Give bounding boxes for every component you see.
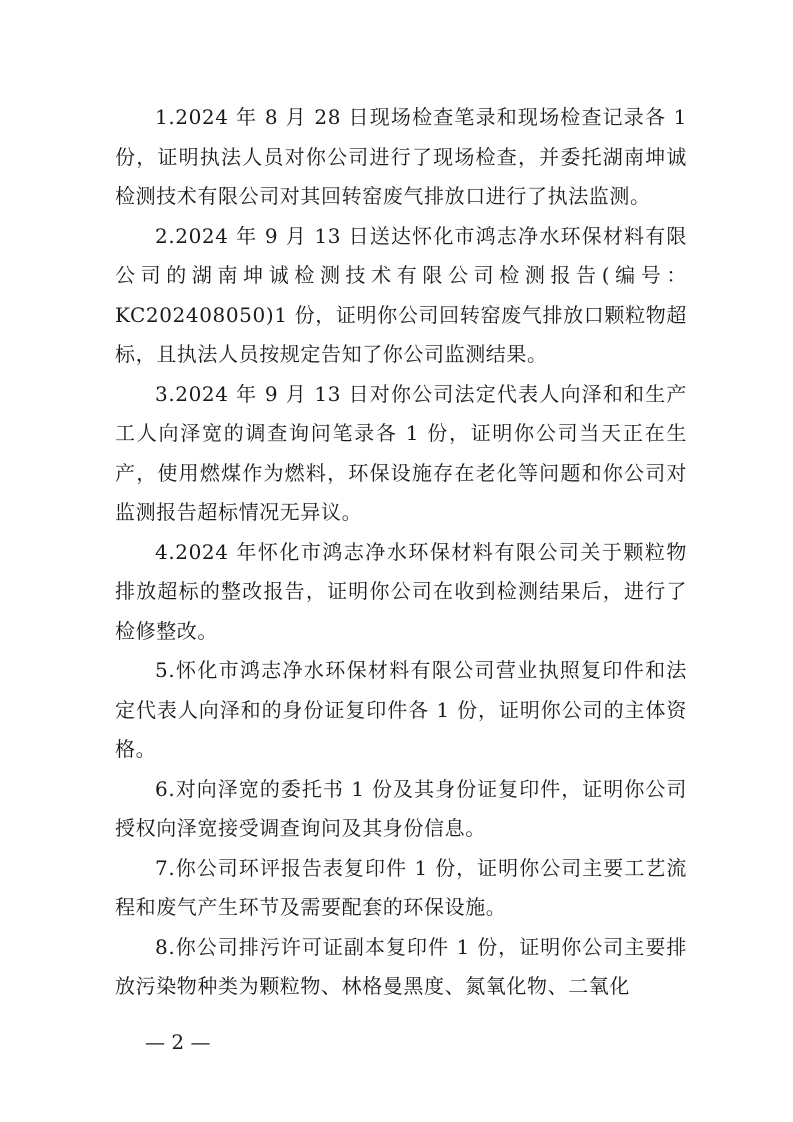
- evidence-item-3: 3.2024 年 9 月 13 日对你公司法定代表人向泽和和生产工人向泽宽的调查询问笔录各 1 份，证明你公司当天正在生产，使用燃煤作为燃料，环保设施存在老化等问题和你公司对监测报告超标情况无异议。: [115, 381, 687, 524]
- evidence-item-1: 1.2024 年 8 月 28 日现场检查笔录和现场检查记录各 1 份，证明执法人员对你公司进行了现场检查，并委托湖南坤诚检测技术有限公司对其回转窑废气排放口进行了执法监测。: [115, 105, 687, 208]
- page-number: — 2 —: [145, 1030, 211, 1054]
- evidence-item-2: 2.2024 年 9 月 13 日送达怀化市鸿志净水环保材料有限公司的湖南坤诚检测技术有限公司检测报告(编号：KC202408050)1 份，证明你公司回转窑废气排放口颗粒物超标，且执法人员按规定告知了你公司监测结果。: [115, 223, 687, 366]
- evidence-item-6: 6.对向泽宽的委托书 1 份及其身份证复印件，证明你公司授权向泽宽接受调查询问及其身份信息。: [115, 776, 687, 840]
- document-body: [115, 98, 687, 1007]
- evidence-item-5: 5.怀化市鸿志净水环保材料有限公司营业执照复印件和法定代表人向泽和的身份证复印件各 1 份，证明你公司的主体资格。: [115, 658, 687, 761]
- evidence-item-4: 4.2024 年怀化市鸿志净水环保材料有限公司关于颗粒物排放超标的整改报告，证明你公司在收到检测结果后，进行了检修整改。: [115, 539, 687, 643]
- evidence-item-7: 7.你公司环评报告表复印件 1 份，证明你公司主要工艺流程和废气产生环节及需要配套的环保设施。: [115, 855, 687, 919]
- evidence-item-8: 8.你公司排污许可证副本复印件 1 份，证明你公司主要排放污染物种类为颗粒物、林格曼黑度、氮氧化物、二氧化: [115, 934, 687, 998]
